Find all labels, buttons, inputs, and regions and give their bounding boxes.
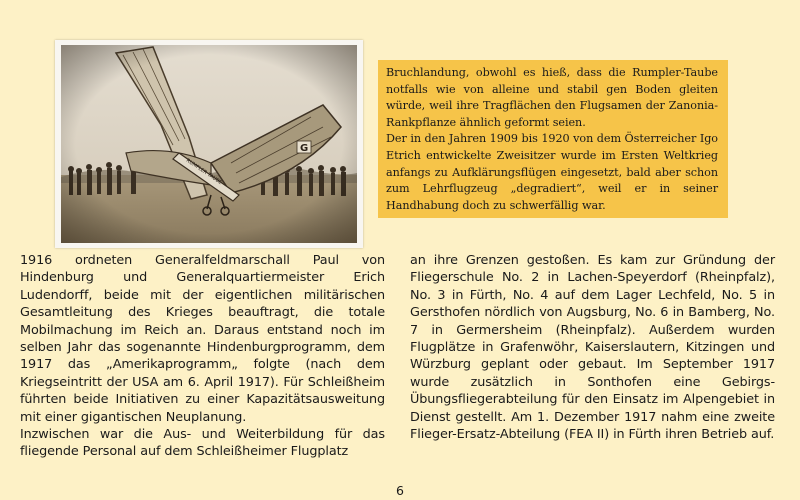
body-paragraph-1: 1916 ordneten Generalfeldmarschall Paul von Hindenburg und Generalquartiermeister Erich Ludendorff, beide mit der eigentlichen militärischen Gesamtleitung des Krieges beauftragt, die totale Mobilmachung im Reich an. Daraus entstand noch im selben Jahr das sogenannte Hindenburgprogramm, dem 1917 das „Amerikaprogramm„ folgte (nach dem Kriegseintritt der USA am 6. April 1917). Für Schleißheim führten beide Initiativen zu einer Kapazitätsausweitung mit einer gigantischen Neuplanung. (20, 253, 385, 425)
caption-paragraph-2: Der in den Jahren 1909 bis 1920 von dem Österreicher Igo Etrich entwickelte Zweisitzer wurde im Ersten Weltkrieg anfangs zu Aufklärungsflügen eingesetzt, bald aber schon zum Lehrflugzeug „degradiert“, weil er in seiner Handhabung doch zu schwerfällig war. (386, 132, 718, 212)
text-column-right (410, 252, 775, 443)
photo-caption (378, 60, 728, 218)
text-column-left (20, 252, 385, 461)
body-paragraph-3: an ihre Grenzen gestoßen. Es kam zur Gründung der Fliegerschule No. 2 in Lachen-Speyerdorf (Rheinpfalz), No. 3 in Fürth, No. 4 auf dem Lager Lechfeld, No. 5 in Gersthofen nördlich von Augsburg, No. 6 in Bamberg, No. 7 in Germersheim (Rheinpfalz). Außerdem wurden Flugplätze in Grafenwöhr, Kaiserslautern, Kitzingen und Würzburg geplant oder gebaut. Im September 1917 wurde zusätzlich in Sonthofen eine Gebirgs-Übungsfliegerabteilung für den Einsatz im Alpengebiet in Dienst gestellt. Am 1. Dezember 1917 nahm eine zweite Flieger-Ersatz-Abteilung (FEA II) in Fürth ihren Betrieb auf. (410, 253, 775, 443)
crashed-plane-photo (61, 45, 357, 243)
historic-photo (55, 40, 363, 248)
body-paragraph-2: Inzwischen war die Aus- und Weiterbildung für das fliegende Personal auf dem Schleißheimer Flugplatz (20, 427, 385, 460)
page-number: 6 (396, 483, 404, 498)
caption-paragraph-1: Bruchlandung, obwohl es hieß, dass die Rumpler-Taube notfalls wie von alleine und stabil gen Boden gleiten würde, weil ihre Tragflächen den Flugsamen der Zanonia-Rankpflanze ähnlich geformt seien. (386, 66, 718, 129)
